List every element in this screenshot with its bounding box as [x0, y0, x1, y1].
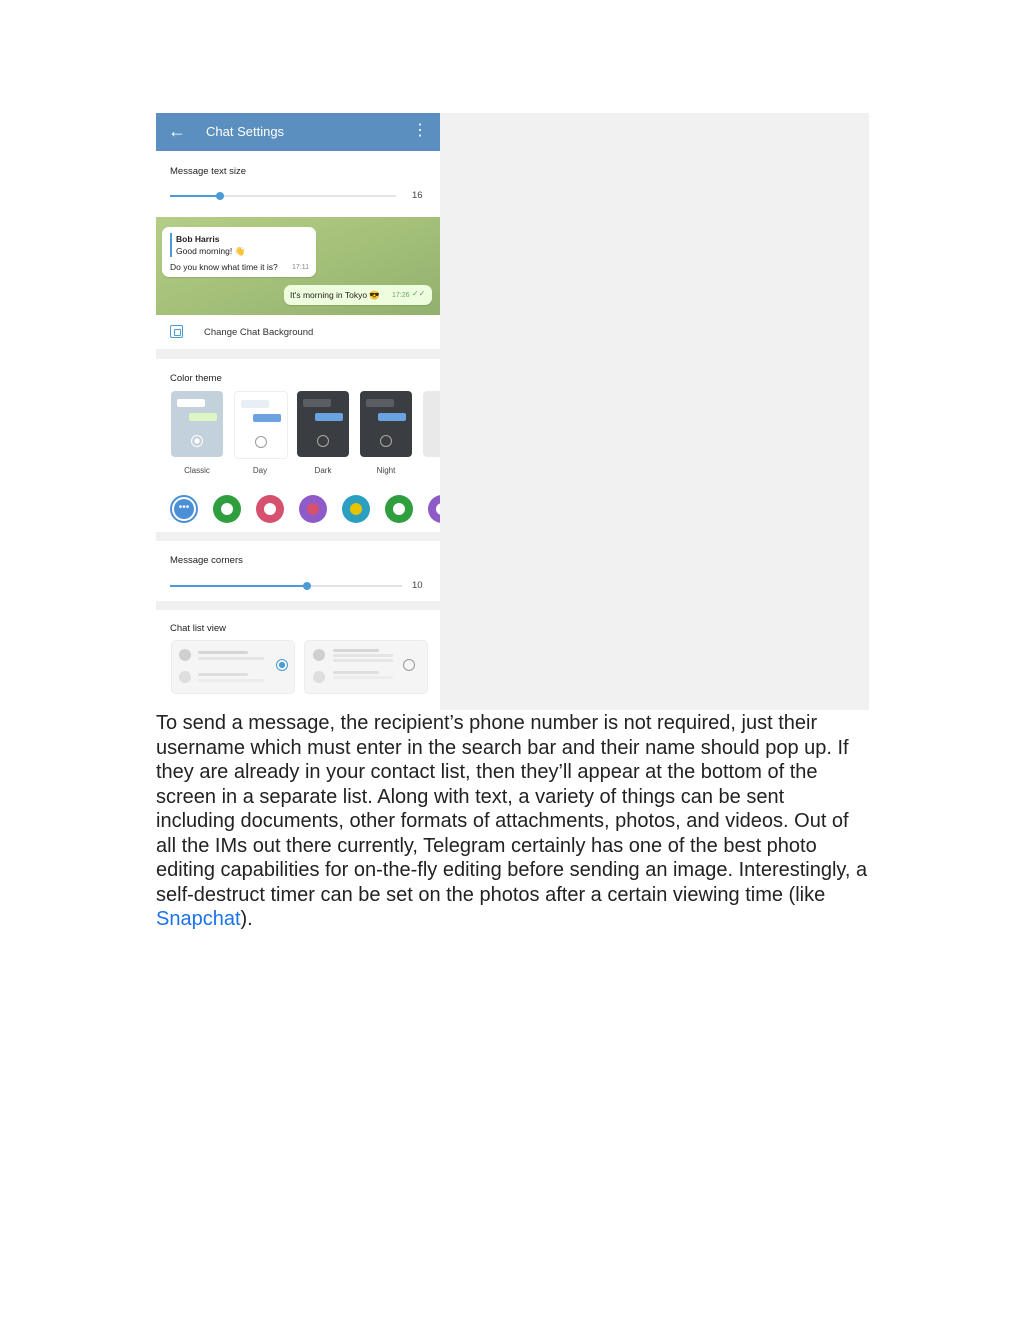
theme-day[interactable] — [234, 391, 288, 459]
accent-color-violet[interactable] — [428, 495, 440, 523]
outgoing-message-bubble — [284, 285, 432, 305]
theme-radio[interactable] — [317, 435, 329, 447]
theme-partial[interactable] — [423, 391, 440, 457]
theme-radio-selected[interactable] — [191, 435, 203, 447]
preview-line — [333, 649, 379, 652]
arrow-left-icon[interactable]: ← — [168, 121, 186, 141]
color-theme-label: Color theme — [170, 373, 222, 384]
chat-list-view-card — [156, 610, 440, 710]
outgoing-message-text: It's morning in Tokyo 😎 — [290, 290, 381, 300]
accent-color-pink[interactable] — [256, 495, 284, 523]
chat-preview — [156, 217, 440, 315]
avatar — [179, 649, 191, 661]
text-size-slider-fill — [170, 195, 220, 197]
accent-color-green-2[interactable] — [385, 495, 413, 523]
accent-color-center — [264, 503, 276, 515]
more-horizontal-icon: ••• — [174, 499, 194, 519]
chat-list-view-two-lines[interactable] — [171, 640, 295, 694]
theme-classic[interactable] — [171, 391, 223, 457]
text-size-slider[interactable] — [170, 195, 396, 197]
text-size-slider-thumb[interactable] — [216, 192, 224, 200]
accent-color-center — [436, 503, 440, 515]
accent-color-green[interactable] — [213, 495, 241, 523]
change-background-label: Change Chat Background — [204, 327, 314, 338]
theme-bubble-in — [303, 399, 331, 407]
text-size-value: 16 — [412, 190, 423, 201]
incoming-message-text: Do you know what time it is? — [170, 262, 278, 272]
chat-list-view-three-lines[interactable] — [304, 640, 428, 694]
chat-list-radio[interactable] — [403, 659, 415, 671]
more-vertical-icon[interactable]: ⋮ — [412, 122, 428, 139]
chat-list-view-label: Chat list view — [170, 623, 226, 634]
theme-name-day: Day — [252, 466, 268, 475]
wallpaper-icon — [170, 325, 183, 338]
screenshot-figure — [156, 113, 869, 710]
page-title: Chat Settings — [206, 124, 285, 139]
theme-radio[interactable] — [255, 436, 267, 448]
message-corners-slider-thumb[interactable] — [303, 582, 311, 590]
reply-text: Good morning! 👋 — [176, 246, 246, 256]
outgoing-message-time: 17:26 — [392, 292, 410, 299]
message-corners-slider-fill — [170, 585, 307, 587]
theme-name-night: Night — [376, 466, 396, 475]
accent-color-teal[interactable] — [342, 495, 370, 523]
double-check-icon: ✓✓ — [412, 289, 426, 298]
snapchat-link[interactable]: Snapchat — [156, 908, 241, 930]
accent-color-center — [221, 503, 233, 515]
preview-line — [333, 654, 393, 657]
preview-line — [333, 676, 393, 679]
incoming-message-bubble — [162, 227, 316, 277]
theme-bubble-in — [241, 400, 269, 408]
article-paragraph — [156, 711, 868, 932]
preview-line — [198, 673, 248, 676]
preview-line — [198, 679, 264, 682]
chat-list-radio-selected[interactable] — [276, 659, 288, 671]
app-bar — [156, 113, 440, 151]
message-corners-slider[interactable] — [170, 585, 402, 587]
theme-bubble-out — [315, 413, 343, 421]
theme-bubble-out — [189, 413, 217, 421]
accent-color-center — [350, 503, 362, 515]
accent-color-purple[interactable] — [299, 495, 327, 523]
message-corners-label: Message corners — [170, 555, 243, 566]
preview-line — [198, 657, 264, 660]
text-size-label: Message text size — [170, 166, 247, 177]
theme-name-dark: Dark — [314, 466, 332, 475]
avatar — [179, 671, 191, 683]
avatar — [313, 649, 325, 661]
message-corners-card — [156, 541, 440, 601]
message-corners-value: 10 — [412, 580, 423, 591]
theme-bubble-out — [378, 413, 406, 421]
accent-color-center — [393, 503, 405, 515]
paragraph-text: To send a message, the recipient’s phone number is not required, just their username which must enter in the search bar and their name should pop up. If they are already in your contact list, then they’ll appear at the bottom of the screen in a separate list. Along with text, a variety of things can be sent including documents, other formats of attachments, photos, and videos. Out of all the IMs out there currently, Telegram certainly has one of the best photo editing capabilities for on-the-fly editing before sending an image. Interestingly, a self-destruct timer can be set on the photos after a certain viewing time (like — [156, 712, 868, 906]
reply-name: Bob Harris — [176, 234, 220, 244]
preview-line — [333, 659, 393, 662]
accent-color-center — [307, 503, 319, 515]
preview-line — [198, 651, 248, 654]
theme-dark[interactable] — [297, 391, 349, 457]
theme-bubble-in — [366, 399, 394, 407]
text-size-card — [156, 151, 440, 217]
theme-radio[interactable] — [380, 435, 392, 447]
color-theme-card — [156, 359, 440, 532]
change-background-row[interactable] — [156, 315, 440, 349]
accent-color-more[interactable] — [170, 495, 198, 523]
phone-screenshot — [156, 113, 440, 710]
theme-bubble-out — [253, 414, 281, 422]
theme-name-classic: Classic — [184, 466, 210, 475]
paragraph-end: ). — [240, 908, 253, 930]
theme-night[interactable] — [360, 391, 412, 457]
preview-line — [333, 671, 379, 674]
incoming-message-time: 17:11 — [292, 264, 309, 271]
avatar — [313, 671, 325, 683]
theme-bubble-in — [177, 399, 205, 407]
reply-bar — [170, 233, 172, 257]
